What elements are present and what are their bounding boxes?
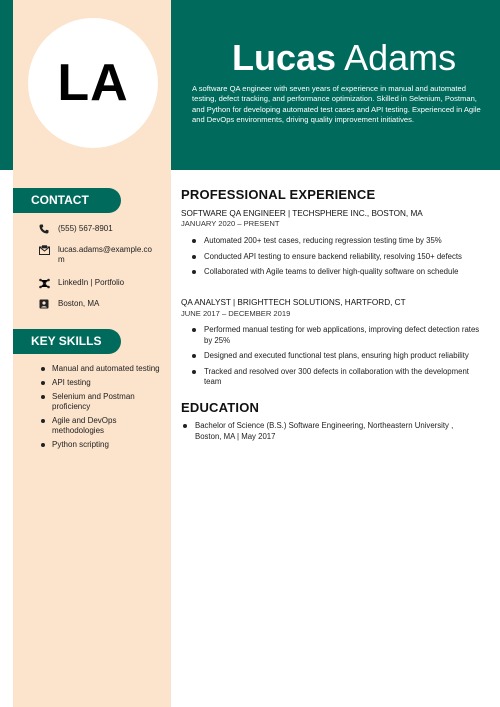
job-dates: JUNE 2017 – DECEMBER 2019 (181, 309, 291, 318)
education-heading: EDUCATION (181, 400, 260, 415)
network-icon (37, 278, 51, 290)
location-icon (37, 299, 51, 311)
bullet-item: Collaborated with Agile teams to deliver high-quality software on schedule (190, 267, 480, 278)
email-icon (37, 245, 51, 257)
skill-item: Selenium and Postman proficiency (40, 392, 160, 412)
contact-location (37, 299, 158, 311)
contact-email-text[interactable]: lucas.adams@example.com (58, 245, 152, 264)
job-title: SOFTWARE QA ENGINEER | TECHSPHERE INC., BOSTON, MA (181, 209, 423, 218)
contact-phone (37, 224, 158, 236)
job-title: QA ANALYST | BRIGHTTECH SOLUTIONS, HARTFORD, CT (181, 298, 406, 307)
profile-summary: A software QA engineer with seven years of experience in manual and automated testing, defect tracking, and performance optimization. Skilled in Selenium, Postman, and Python for developing automated test cases and API testing. Experienced in Agile and DevOps environments, driving quality improvement initiatives. (192, 84, 481, 124)
contact-email (37, 245, 158, 265)
monogram-badge (28, 18, 158, 148)
phone-icon (37, 224, 51, 236)
skill-item: Manual and automated testing (40, 364, 160, 374)
education-item: Bachelor of Science (B.S.) Software Engineering, Northeastern University , Boston, MA | May 2017 (181, 421, 481, 442)
bullet-item: Tracked and resolved over 300 defects in collaboration with the development team (190, 367, 480, 388)
bullet-item: Conducted API testing to ensure backend reliability, resolving 150+ defects (190, 252, 480, 263)
skill-item: Agile and DevOps methodologies (40, 416, 160, 436)
monogram-text: LA (57, 54, 129, 112)
contact-heading: CONTACT (13, 188, 121, 213)
bullet-item: Performed manual testing for web applications, improving defect detection rates by 25% (190, 325, 480, 346)
accent-strip (0, 0, 13, 170)
contact-phone-text: (555) 567-8901 (58, 224, 113, 233)
skill-item: API testing (40, 378, 160, 388)
contact-links (37, 278, 158, 290)
contact-location-text: Boston, MA (58, 299, 100, 308)
last-name: Adams (344, 37, 457, 78)
candidate-name (232, 38, 456, 78)
skills-list (40, 364, 160, 454)
bullet-item: Automated 200+ test cases, reducing regression testing time by 35% (190, 236, 480, 247)
experience-heading: PROFESSIONAL EXPERIENCE (181, 187, 376, 202)
job-dates: JANUARY 2020 – PRESENT (181, 219, 280, 228)
bullet-item: Designed and executed functional test plans, ensuring high product reliability (190, 351, 480, 362)
contact-links-text[interactable]: LinkedIn | Portfolio (58, 278, 125, 287)
skills-heading: KEY SKILLS (13, 329, 121, 354)
education-list (181, 421, 481, 447)
job-bullets (190, 236, 480, 283)
job-bullets (190, 325, 480, 393)
skill-item: Python scripting (40, 440, 160, 450)
first-name: Lucas (232, 37, 337, 78)
